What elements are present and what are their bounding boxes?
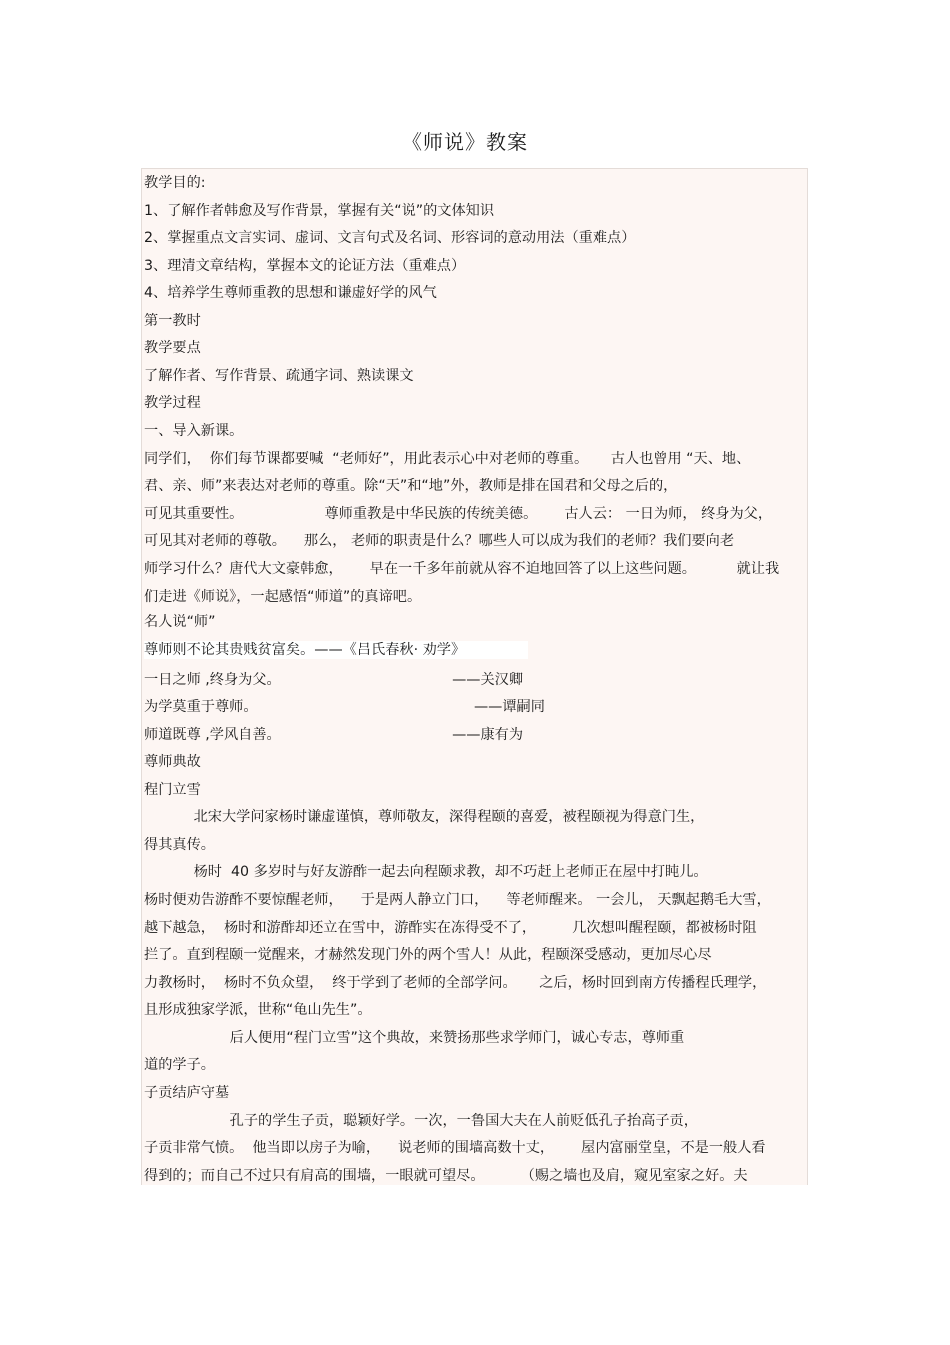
text-line: 教学过程 xyxy=(144,395,201,411)
text-line: 子贡非常气愤。 他当即以房子为喻， 说老师的围墙高数十丈， 屋内富丽堂皇，不是一般人看 xyxy=(144,1140,766,1156)
text-line: 北宋大学问家杨时谦虚谨慎，尊师敬友，深得程颐的喜爱，被程颐视为得意门生， xyxy=(144,809,705,825)
text-line: 得到的；而自己不过只有肩高的围墙，一眼就可望尽。 （赐之墙也及肩，窥见室家之好。夫 xyxy=(144,1168,748,1184)
text-line: 教学目的: xyxy=(144,175,206,191)
text-line: 子贡结庐守墓 xyxy=(144,1085,230,1101)
text-line: 可见其重要性。 尊师重教是中华民族的传统美德。 古人云： 一日为师， 终身为父， xyxy=(144,506,773,522)
document-title: 《师说》教案 xyxy=(402,130,528,154)
text-line: 越下越急， 杨时和游酢却还立在雪中，游酢实在冻得受不了， 几次想叫醒程颐，都被杨时阻 xyxy=(144,920,757,936)
text-line: 4、培养学生尊师重教的思想和谦虚好学的风气 xyxy=(144,285,437,301)
text-line: 得其真传。 xyxy=(144,837,215,853)
text-line: 道的学子。 xyxy=(144,1057,215,1073)
quote-line: 尊师则不论其贵贱贫富矣。——《吕氏春秋· 劝学》 xyxy=(144,641,528,659)
text-line: 后人便用“程门立雪”这个典故，来赞扬那些求学师门，诚心专志，尊师重 xyxy=(144,1030,685,1046)
quote-line: 为学莫重于尊师。 ——谭嗣同 xyxy=(144,699,545,715)
text-line: 可见其对老师的尊敬。 那么， 老师的职责是什么？哪些人可以成为我们的老师？我们要向老 xyxy=(144,533,735,549)
quote-line: 师道既尊 ,学风自善。 ——康有为 xyxy=(144,727,524,743)
text-line: 教学要点 xyxy=(144,340,201,356)
text-line: 师学习什么？唐代大文豪韩愈， 早在一千多年前就从容不迫地回答了以上这些问题。 就让我 xyxy=(144,561,780,577)
text-line: 力教杨时， 杨时不负众望， 终于学到了老师的全部学问。 之后，杨时回到南方传播程氏理学， xyxy=(144,975,767,991)
text-line: 且形成独家学派，世称“龟山先生”。 xyxy=(144,1002,372,1018)
text-line: 第一教时 xyxy=(144,313,201,329)
quote-line: 一日之师 ,终身为父。 ——关汉卿 xyxy=(144,672,524,688)
text-line: 拦了。直到程颐一觉醒来，才赫然发现门外的两个雪人！从此，程颐深受感动，更加尽心尽 xyxy=(144,947,712,963)
text-line: 1、了解作者韩愈及写作背景，掌握有关“说”的文体知识 xyxy=(144,203,495,219)
text-line: 一、导入新课。 xyxy=(144,423,244,439)
lesson-plan-table-cell xyxy=(141,168,808,1185)
text-line: 名人说“师” xyxy=(144,614,216,630)
text-line: 们走进《师说》，一起感悟“师道”的真谛吧。 xyxy=(144,589,422,605)
text-line: 君、亲、师”来表达对老师的尊重。除“天”和“地”外，教师是排在国君和父母之后的， xyxy=(144,478,678,494)
text-line: 3、理清文章结构，掌握本文的论证方法（重难点） xyxy=(144,258,466,274)
text-line: 程门立雪 xyxy=(144,782,201,798)
text-line: 尊师典故 xyxy=(144,754,201,770)
text-line: 了解作者、写作背景、疏通字词、熟读课文 xyxy=(144,368,414,384)
text-line: 孔子的学生子贡，聪颖好学。一次，一鲁国大夫在人前贬低孔子抬高子贡， xyxy=(144,1113,698,1129)
text-line: 2、掌握重点文言实词、虚词、文言句式及名词、形容词的意动用法（重难点） xyxy=(144,230,636,246)
text-line: 杨时 40 多岁时与好友游酢一起去向程颐求教，却不巧赶上老师正在屋中打盹儿。 xyxy=(144,864,708,880)
text-line: 同学们， 你们每节课都要喊 “老师好”，用此表示心中对老师的尊重。 古人也曾用 “天、地、 xyxy=(144,451,751,467)
text-line: 杨时便劝告游酢不要惊醒老师， 于是两人静立门口， 等老师醒来。 一会儿， 天飘起鹅毛大雪， xyxy=(144,892,771,908)
